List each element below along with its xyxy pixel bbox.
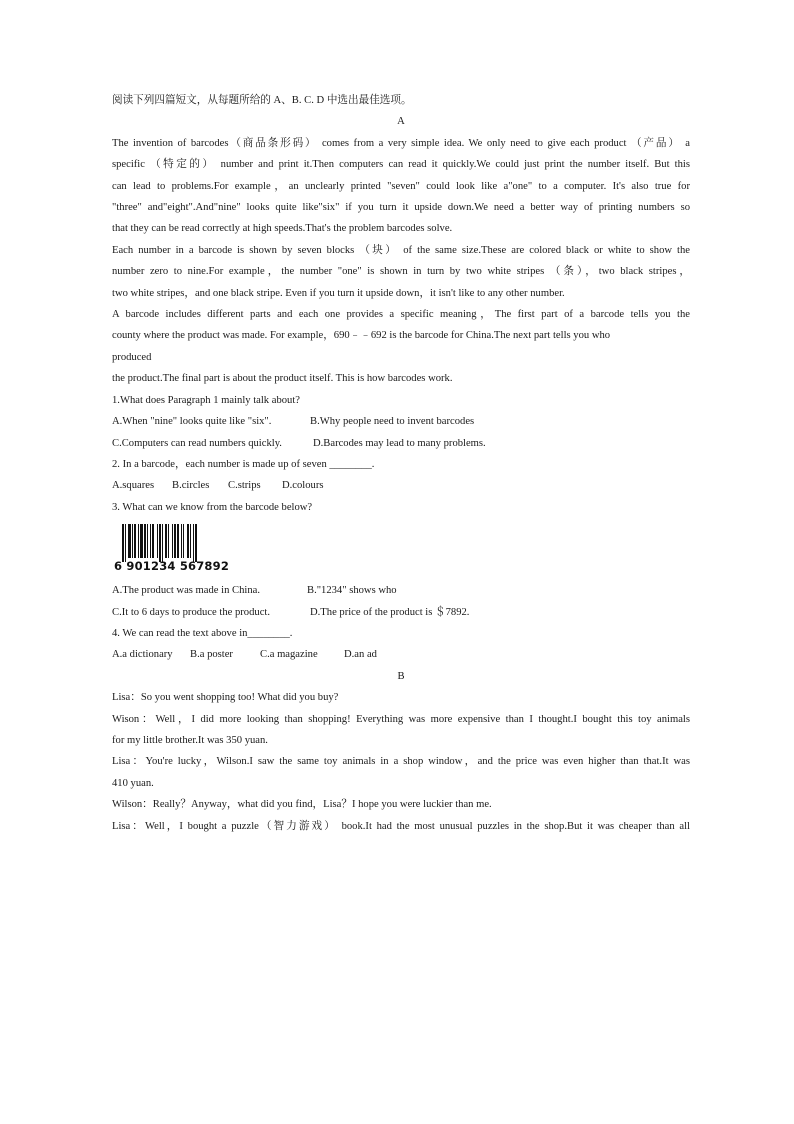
barcode-stripe [195,524,197,562]
barcode-stripe [193,524,194,562]
section-a-paragraph-1 [112,133,690,240]
barcode-stripe [190,524,191,558]
question-stem: 2. In a barcode，each number is made up of seven ________. [112,458,375,470]
barcode-stripe [177,524,179,558]
question-4 [112,623,690,666]
option-b: B."1234" shows who [307,585,397,597]
dialogue-line: Wison：Well，I did more looking than shopping! Everything was more expensive than I thought.I bought this toy animals [112,713,690,725]
option-c: C.Computers can read numbers quickly. [112,437,282,449]
barcode-stripe [183,524,184,558]
barcode-graphic [112,522,244,572]
section-b-label: B [397,670,405,682]
dialogue-line: 410 yuan. [112,777,154,789]
text-line: can lead to problems.For example，an unclearly printed "seven" could look like a"one" to a computer. It's also true for [112,180,690,192]
option-a: A.When "nine" looks quite like "six". [112,416,272,428]
text-line: specific （特定的） number and print it.Then computers can read it quickly.We could just print the number itself. But this [112,159,690,171]
option-d: D.colours [282,480,324,492]
barcode-stripe [181,524,182,558]
option-c: C.a magazine [260,649,318,661]
text-line: Each number in a barcode is shown by seven blocks （块） of the same size.These are colored black or white to show the [112,244,690,256]
option-a: A.a dictionary [112,649,173,661]
question-stem: 1.What does Paragraph 1 mainly talk about? [112,394,300,406]
barcode-stripe [122,524,124,562]
barcode-stripe [134,524,136,558]
question-2 [112,454,690,497]
option-b: B.circles [172,480,210,492]
text-line: The invention of barcodes（商品条形码） comes from a very simple idea. We only need to give each product （产品） a [112,137,690,149]
question-1 [112,390,690,454]
barcode-stripe [162,524,163,562]
text-line: A barcode includes different parts and each one provides a specific meaning，The first part of a barcode tells you the [112,309,690,321]
section-a-label: A [397,116,405,128]
barcode-stripe [125,524,126,562]
barcode-stripe [140,524,143,558]
dialogue-line: Lisa：You're lucky，Wilson.I saw the same toy animals in a shop window，and the price was even higher than that.It was [112,756,690,768]
question-3 [112,497,690,623]
section-a-paragraph-2 [112,240,690,304]
text-line: that they can be read correctly at high speeds.That's the problem barcodes solve. [112,223,453,235]
option-a: A.The product was made in China. [112,585,260,597]
dialogue-line: Wilson：Really？Anyway，what did you find，Lisa？I hope you were luckier than me. [112,799,492,811]
barcode-image [112,522,690,574]
text-line: two white stripes，and one black stripe. Even if you turn it upside down，it isn't like to any other number. [112,287,565,299]
text-line: number zero to nine.For example，the number "one" is shown in turn by two white stripes （条），two black stripes， [112,266,690,278]
barcode-stripe [165,524,167,558]
barcode-stripe [128,524,131,558]
barcode-stripe [187,524,189,558]
barcode-stripe [147,524,148,558]
document-page [112,90,690,837]
dialogue-line: Lisa：So you went shopping too! What did you buy? [112,692,339,704]
section-a-paragraph-3 [112,304,690,390]
question-stem: 4. We can read the text above in________. [112,627,293,639]
option-c: C.It to 6 days to produce the product. [112,606,270,618]
text-line: the product.The final part is about the product itself. This is how barcodes work. [112,373,453,385]
barcode-stripe [172,524,173,558]
section-b-dialogue [112,687,690,837]
text-line: county where the product was made. For example，690﹣﹣692 is the barcode for China.The next part tells you who [112,330,611,342]
dialogue-line: for my little brother.It was 350 yuan. [112,734,268,746]
barcode-stripe [174,524,176,558]
option-b: B.a poster [190,649,233,661]
barcode-stripe [144,524,146,558]
option-d: D.an ad [344,649,377,661]
barcode-stripe [168,524,169,558]
option-d: D.Barcodes may lead to many problems. [313,437,486,449]
option-d: D.The price of the product is ＄7892. [310,606,470,618]
barcode-stripe [157,524,158,558]
text-line: "three" and"eight".And"nine" looks quite like"six" if you turn it upside down.We need a better way of printing numbers so [112,202,690,214]
option-a: A.squares [112,480,155,492]
barcode-stripe [150,524,151,558]
barcode-stripe [138,524,139,558]
instruction: 阅读下列四篇短文，从每题所给的 A、B. C. D 中选出最佳选项。 [112,95,412,106]
option-c: C.strips [228,480,261,492]
barcode-stripe [159,524,161,562]
text-line: produced [112,351,152,363]
barcode-digits: 6 901234 567892 [114,559,230,573]
barcode-stripe [152,524,154,558]
dialogue-line: Lisa：Well，I bought a puzzle（智力游戏） book.It had the most unusual puzzles in the shop.But it was cheaper than all [112,820,690,832]
option-b: B.Why people need to invent barcodes [310,416,475,428]
question-stem: 3. What can we know from the barcode below? [112,501,313,513]
barcode-stripe [132,524,133,558]
